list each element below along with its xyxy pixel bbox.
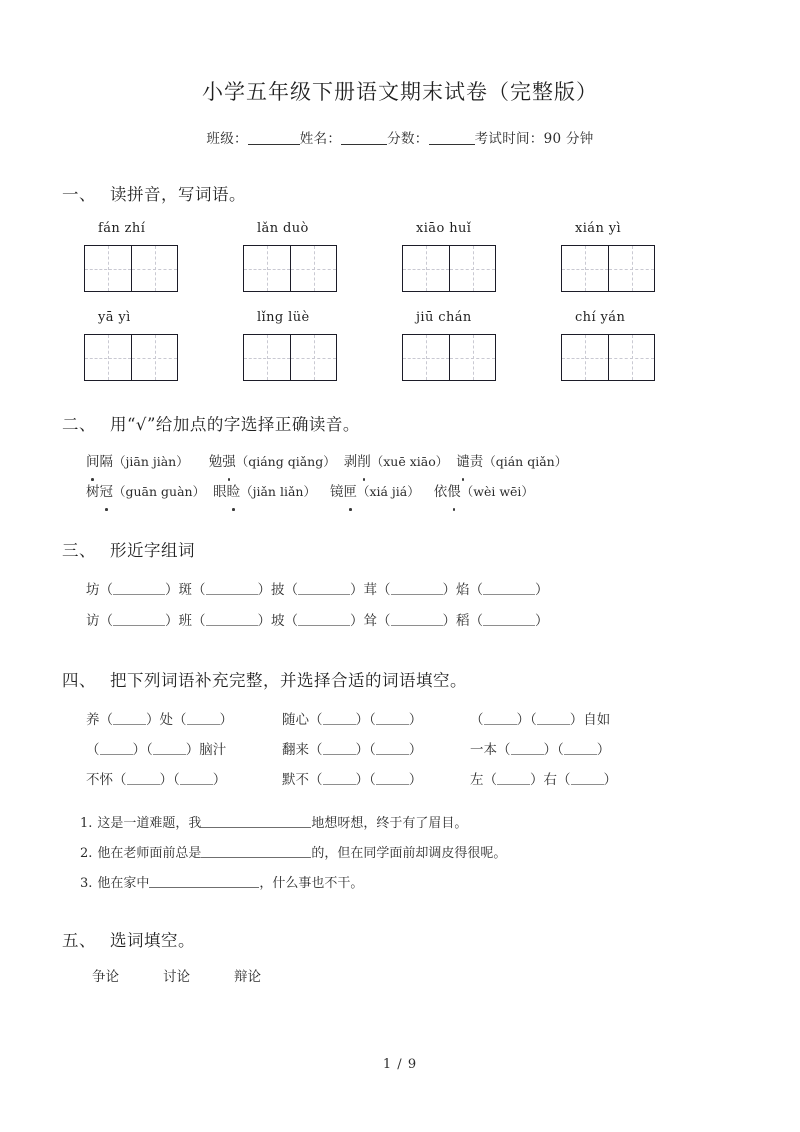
exam-info-line: [62, 127, 738, 147]
answer-blank[interactable]: [484, 724, 517, 725]
pinyin-row-1: [62, 221, 738, 292]
score-blank[interactable]: [429, 144, 475, 145]
grid-cell[interactable]: [290, 335, 336, 380]
pinyin-cell: [84, 221, 243, 292]
reading-options[interactable]: （jiǎn liǎn）: [240, 484, 316, 499]
section-1: [62, 181, 738, 381]
answer-blank[interactable]: [149, 887, 259, 888]
grid-cell[interactable]: [85, 335, 131, 380]
answer-blank[interactable]: [201, 827, 311, 828]
idiom-char: 处: [159, 712, 173, 728]
word-bank-item[interactable]: 争论: [92, 969, 119, 985]
idiom-item: （ ）（ ）脑汁: [86, 742, 227, 758]
section-2-title: 用“√”给加点的字选择正确读音。: [110, 415, 360, 434]
pronunciation-item[interactable]: [86, 477, 205, 507]
character-grid-box[interactable]: [402, 334, 496, 381]
grid-cell[interactable]: [290, 246, 336, 291]
reading-options[interactable]: （xuē xiāo）: [370, 454, 449, 469]
sentence-before: 他在家中: [97, 876, 150, 891]
section-1-heading: [62, 181, 738, 205]
section-2: [62, 411, 738, 507]
similar-char-row: 坊（ ）斑（ ）披（ ）茸（ ）焰（ ）: [86, 582, 549, 598]
answer-blank[interactable]: [100, 754, 133, 755]
pinyin-cell: [84, 310, 243, 381]
idiom-row: [86, 735, 738, 765]
pronunciation-row: [86, 447, 738, 477]
word-rest: 隔: [99, 454, 113, 470]
idiom-item: 随心（ ）（ ）: [282, 712, 423, 728]
reading-options[interactable]: （xiá jiá）: [356, 484, 420, 499]
answer-blank[interactable]: [127, 784, 160, 785]
pinyin-label: xiāo huǐ: [416, 221, 472, 236]
similar-char: 坡: [271, 613, 285, 629]
grid-cell[interactable]: [449, 335, 495, 380]
pronunciation-item[interactable]: [344, 447, 449, 477]
section-2-number: 二、: [62, 415, 96, 434]
pinyin-cell: [561, 221, 720, 292]
answer-blank[interactable]: [376, 724, 409, 725]
pinyin-label: xián yì: [575, 221, 622, 236]
pronunciation-item[interactable]: [330, 477, 420, 507]
answer-blank[interactable]: [323, 754, 356, 755]
word-bank-item[interactable]: 讨论: [163, 969, 190, 985]
answer-blank[interactable]: [537, 724, 570, 725]
idiom-lead: 默不: [282, 772, 309, 788]
answer-blank[interactable]: [153, 754, 186, 755]
idiom-row: [86, 765, 738, 795]
page-title: 小学五年级下册语文期末试卷（完整版）: [202, 80, 598, 104]
similar-char: 斑: [178, 582, 192, 598]
similar-char: 访: [86, 613, 100, 629]
word-rest: 剥: [343, 454, 358, 470]
sentence-after: ，什么事也不干。: [259, 876, 364, 891]
answer-blank[interactable]: [206, 625, 258, 626]
section-1-title: 读拼音，写词语。: [110, 185, 246, 204]
page-footer: [0, 1057, 800, 1072]
answer-blank[interactable]: [483, 625, 535, 626]
pronunciation-row: [86, 477, 738, 507]
dotted-character: 匣: [343, 477, 357, 507]
grid-cell[interactable]: [244, 246, 290, 291]
section-4-number: 四、: [62, 671, 96, 690]
grid-cell[interactable]: [131, 335, 177, 380]
grid-cell[interactable]: [244, 335, 290, 380]
reading-options[interactable]: （qiáng qiǎng）: [235, 454, 336, 469]
word-rest: 镜: [329, 484, 344, 500]
answer-blank[interactable]: [571, 784, 604, 785]
pronunciation-items: [62, 447, 738, 507]
pinyin-label: fán zhí: [98, 221, 146, 236]
answer-blank[interactable]: [298, 625, 350, 626]
grid-cell[interactable]: [562, 335, 608, 380]
word-bank: [62, 965, 738, 985]
word-rest: 责: [469, 454, 484, 470]
pinyin-cell: [243, 221, 402, 292]
class-blank[interactable]: [248, 144, 300, 145]
dotted-character: 间: [86, 447, 100, 477]
idiom-item: 养（ ）处（ ）: [86, 712, 233, 728]
answer-blank[interactable]: [376, 754, 409, 755]
answer-blank[interactable]: [483, 594, 535, 595]
answer-blank[interactable]: [511, 754, 544, 755]
section-3-number: 三、: [62, 541, 96, 560]
section-4: [62, 667, 738, 899]
idiom-char: 养: [86, 712, 100, 728]
pinyin-cell: [243, 310, 402, 381]
similar-char: 耸: [363, 613, 377, 629]
exam-time-label: 考试时间：90 分钟: [474, 131, 594, 147]
pronunciation-item[interactable]: [209, 447, 336, 477]
reading-options[interactable]: （guān guàn）: [113, 484, 206, 499]
sentence-after: 的，但在同学面前却调皮得很呢。: [311, 846, 507, 861]
character-grid-box[interactable]: [402, 245, 496, 292]
idiom-char: 右: [543, 772, 557, 788]
grid-cell[interactable]: [562, 246, 608, 291]
similar-char: 茸: [363, 582, 377, 598]
pinyin-label: yā yì: [98, 310, 131, 325]
sentence-item: [80, 839, 738, 869]
pinyin-row-2: [62, 310, 738, 381]
idiom-item: 翻来（ ）（ ）: [282, 742, 423, 758]
section-3-title: 形近字组词: [110, 541, 195, 560]
sentence-before: 他在老师面前总是: [97, 846, 202, 861]
pronunciation-item[interactable]: [86, 447, 189, 477]
section-5: [62, 927, 738, 985]
pinyin-cell: [402, 221, 561, 292]
answer-blank[interactable]: [201, 857, 311, 858]
pronunciation-item[interactable]: [434, 477, 534, 507]
page-indicator: 1 / 9: [382, 1057, 418, 1072]
similar-char: 班: [178, 613, 192, 629]
sentence-before: 这是一道难题，我: [97, 816, 202, 831]
idiom-lead: 随心: [282, 712, 309, 728]
idiom-item: （ ）（ ）自如: [470, 712, 611, 728]
answer-blank[interactable]: [497, 784, 530, 785]
section-2-heading: [62, 411, 738, 435]
similar-char: 焰: [456, 582, 470, 598]
section-3-heading: [62, 537, 738, 561]
idiom-item: 不怀（ ）（ ）: [86, 772, 227, 788]
pronunciation-item[interactable]: [213, 477, 316, 507]
answer-blank[interactable]: [206, 594, 258, 595]
character-grid-box[interactable]: [561, 334, 655, 381]
word-bank-item[interactable]: 辩论: [234, 969, 261, 985]
pinyin-label: chí yán: [575, 310, 626, 325]
idiom-lead: 不怀: [86, 772, 113, 788]
reading-options[interactable]: （wèi wēi）: [460, 484, 534, 499]
answer-blank[interactable]: [376, 784, 409, 785]
section-5-title: 选词填空。: [110, 931, 195, 950]
name-label: 姓名：: [299, 131, 342, 147]
sentence-number: 3.: [80, 876, 93, 891]
idiom-completion-block: [62, 705, 738, 795]
idiom-tail: 自如: [583, 712, 611, 728]
idiom-row: [86, 705, 738, 735]
answer-blank[interactable]: [298, 594, 350, 595]
section-1-number: 一、: [62, 185, 96, 204]
word-rest: 依: [433, 484, 448, 500]
pinyin-cell: [561, 310, 720, 381]
idiom-item: 左（ ）右（ ）: [470, 772, 617, 788]
character-grid-box[interactable]: [243, 245, 337, 292]
dotted-character: 强: [222, 447, 236, 477]
answer-blank[interactable]: [391, 625, 443, 626]
character-grid-box[interactable]: [84, 245, 178, 292]
reading-options[interactable]: （jiān jiàn）: [113, 454, 189, 469]
sentence-after: 地想呀想，终于有了眉目。: [311, 816, 468, 831]
word-rest: 树: [86, 484, 100, 500]
idiom-tail: 脑汁: [199, 742, 227, 758]
idiom-lead: 一本: [470, 742, 497, 758]
name-blank[interactable]: [341, 144, 387, 145]
section-3: [62, 537, 738, 637]
score-label: 分数：: [387, 131, 429, 147]
character-grid-box[interactable]: [243, 334, 337, 381]
idiom-item: 默不（ ）（ ）: [282, 772, 423, 788]
section-4-title: 把下列词语补充完整，并选择合适的词语填空。: [110, 671, 467, 690]
grid-cell[interactable]: [403, 335, 449, 380]
answer-blank[interactable]: [391, 594, 443, 595]
answer-blank[interactable]: [564, 754, 597, 755]
idiom-lead: 翻来: [282, 742, 309, 758]
similar-char-row: 访（ ）班（ ）坡（ ）耸（ ）稻（ ）: [86, 613, 549, 629]
pinyin-label: lǐng lüè: [257, 310, 310, 325]
sentence-item: [80, 809, 738, 839]
grid-cell[interactable]: [608, 246, 654, 291]
answer-blank[interactable]: [187, 724, 220, 725]
dotted-character: 睑: [227, 477, 241, 507]
sentence-item: [80, 869, 738, 899]
reading-options[interactable]: （qián qiǎn）: [483, 454, 568, 469]
pronunciation-item[interactable]: [456, 447, 567, 477]
word-rest: 眼: [213, 484, 227, 500]
pinyin-grid-block: [62, 221, 738, 381]
dotted-character: 谴: [456, 447, 470, 477]
pinyin-label: lǎn duò: [257, 221, 309, 236]
sentence-number: 2.: [80, 846, 93, 861]
section-4-heading: [62, 667, 738, 691]
answer-blank[interactable]: [323, 724, 356, 725]
answer-blank[interactable]: [180, 784, 213, 785]
section-5-number: 五、: [62, 931, 96, 950]
answer-blank[interactable]: [323, 784, 356, 785]
similar-char: 稻: [456, 613, 470, 629]
section-5-heading: [62, 927, 738, 951]
grid-cell[interactable]: [131, 246, 177, 291]
pinyin-cell: [402, 310, 561, 381]
answer-blank[interactable]: [113, 594, 165, 595]
similar-char: 坊: [86, 582, 100, 598]
dotted-character: 偎: [447, 477, 461, 507]
grid-cell[interactable]: [608, 335, 654, 380]
class-label: 班级：: [206, 131, 248, 147]
grid-cell[interactable]: [449, 246, 495, 291]
idiom-item: 一本（ ）（ ）: [470, 742, 611, 758]
answer-blank[interactable]: [113, 625, 165, 626]
sentence-number: 1.: [80, 816, 93, 831]
grid-cell[interactable]: [85, 246, 131, 291]
answer-blank[interactable]: [113, 724, 146, 725]
character-grid-box[interactable]: [561, 245, 655, 292]
dotted-character: 削: [357, 447, 371, 477]
character-grid-box[interactable]: [84, 334, 178, 381]
word-rest: 勉: [208, 454, 223, 470]
grid-cell[interactable]: [403, 246, 449, 291]
idiom-char: 左: [470, 772, 484, 788]
sentence-fill-block: [62, 809, 738, 899]
dotted-character: 冠: [100, 477, 114, 507]
similar-char: 披: [271, 582, 285, 598]
similar-characters-block: [62, 575, 738, 637]
pinyin-label: jiū chán: [416, 310, 472, 325]
